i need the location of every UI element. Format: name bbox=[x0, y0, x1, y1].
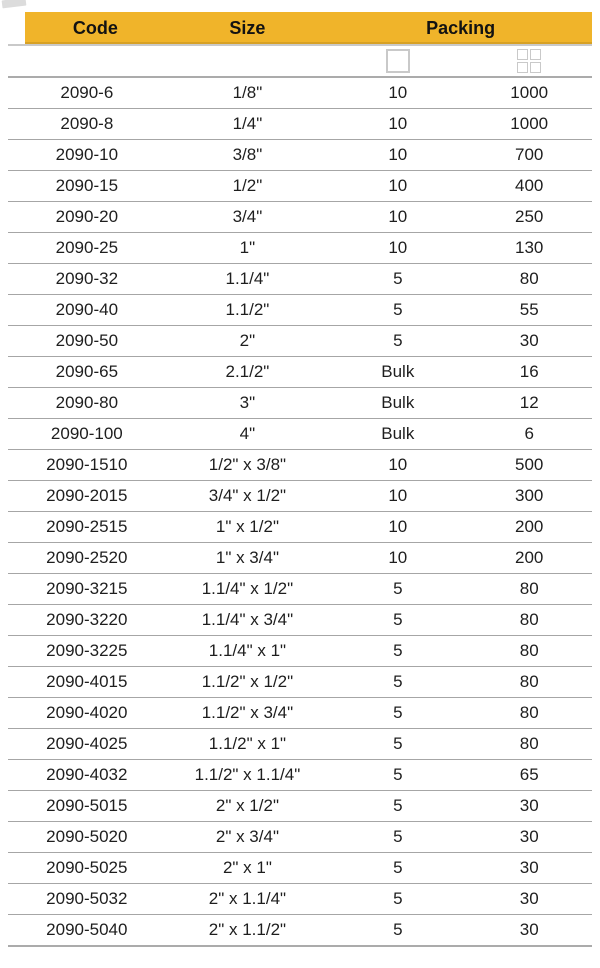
inner-pack-qty-cell: 5 bbox=[393, 331, 403, 350]
code-cell: 2090-3220 bbox=[46, 610, 128, 629]
code-cell: 2090-6 bbox=[60, 83, 114, 102]
carton-qty-cell: 12 bbox=[519, 393, 539, 412]
carton-qty-cell: 500 bbox=[515, 455, 544, 474]
size-cell: 3/8" bbox=[232, 145, 263, 164]
table-row bbox=[8, 791, 592, 822]
inner-pack-qty-cell: 5 bbox=[393, 672, 403, 691]
inner-pack-qty-cell: 10 bbox=[388, 176, 408, 195]
code-cell: 2090-3225 bbox=[46, 641, 128, 660]
table-row bbox=[8, 357, 592, 388]
carton-qty-cell: 65 bbox=[519, 765, 539, 784]
table-row bbox=[8, 171, 592, 202]
size-cell: 1.1/2" x 1.1/4" bbox=[194, 765, 301, 784]
size-cell: 1" x 3/4" bbox=[215, 548, 279, 567]
code-cell: 2090-32 bbox=[55, 269, 119, 288]
table-row bbox=[8, 326, 592, 357]
table-row bbox=[8, 481, 592, 512]
carton-qty-cell: 80 bbox=[519, 610, 539, 629]
size-cell: 1/2" x 3/8" bbox=[208, 455, 287, 474]
code-cell: 2090-5040 bbox=[46, 920, 128, 939]
code-cell: 2090-40 bbox=[55, 300, 119, 319]
code-cell: 2090-15 bbox=[55, 176, 119, 195]
size-cell: 1" bbox=[239, 238, 256, 257]
carton-qty-cell: 130 bbox=[515, 238, 544, 257]
code-cell: 2090-65 bbox=[55, 362, 119, 381]
code-cell: 2090-2015 bbox=[46, 486, 128, 505]
size-cell: 2" x 1.1/4" bbox=[208, 889, 287, 908]
carton-qty-cell: 30 bbox=[519, 858, 539, 877]
code-cell: 2090-2520 bbox=[46, 548, 128, 567]
carton-qty-cell: 30 bbox=[519, 889, 539, 908]
table-row bbox=[8, 884, 592, 915]
code-cell: 2090-10 bbox=[55, 145, 119, 164]
inner-pack-qty-cell: 5 bbox=[393, 920, 403, 939]
code-cell: 2090-5025 bbox=[46, 858, 128, 877]
inner-pack-qty-cell: 5 bbox=[393, 765, 403, 784]
carton-qty-cell: 6 bbox=[524, 424, 534, 443]
table-body bbox=[8, 78, 592, 947]
carton-grid-icon bbox=[517, 49, 541, 73]
carton-qty-cell: 250 bbox=[515, 207, 544, 226]
table-row bbox=[8, 729, 592, 760]
inner-pack-qty-cell: 5 bbox=[393, 703, 403, 722]
table-row bbox=[8, 822, 592, 853]
table-row bbox=[8, 512, 592, 543]
inner-pack-qty-cell: 10 bbox=[388, 114, 408, 133]
carton-qty-cell: 80 bbox=[519, 734, 539, 753]
inner-pack-qty-cell: 5 bbox=[393, 610, 403, 629]
table-row bbox=[8, 202, 592, 233]
inner-pack-qty-cell: Bulk bbox=[381, 393, 415, 412]
code-cell: 2090-5015 bbox=[46, 796, 128, 815]
table-row bbox=[8, 543, 592, 574]
size-cell: 1.1/2" bbox=[225, 300, 270, 319]
table-row bbox=[8, 667, 592, 698]
size-cell: 1.1/4" bbox=[225, 269, 270, 288]
carton-qty-cell: 1000 bbox=[510, 114, 549, 133]
size-cell: 1.1/4" x 1/2" bbox=[201, 579, 294, 598]
table-row bbox=[8, 140, 592, 171]
inner-pack-qty-cell: 5 bbox=[393, 889, 403, 908]
table-row bbox=[8, 78, 592, 109]
inner-pack-qty-cell: 10 bbox=[388, 486, 408, 505]
carton-qty-cell: 700 bbox=[515, 145, 544, 164]
table-row bbox=[8, 605, 592, 636]
carton-qty-cell: 1000 bbox=[510, 83, 549, 102]
code-cell: 2090-3215 bbox=[46, 579, 128, 598]
size-cell: 1.1/4" x 1" bbox=[208, 641, 287, 660]
table-row bbox=[8, 698, 592, 729]
inner-pack-qty-cell: 10 bbox=[388, 548, 408, 567]
carton-qty-cell: 80 bbox=[519, 641, 539, 660]
code-cell: 2090-1510 bbox=[46, 455, 128, 474]
code-cell: 2090-4015 bbox=[46, 672, 128, 691]
column-header-packing: Packing bbox=[329, 12, 592, 44]
size-cell: 2" bbox=[239, 331, 256, 350]
size-cell: 2" x 1.1/2" bbox=[208, 920, 287, 939]
size-cell: 1" x 1/2" bbox=[215, 517, 279, 536]
inner-pack-qty-cell: 10 bbox=[388, 517, 408, 536]
code-cell: 2090-80 bbox=[55, 393, 119, 412]
size-cell: 1.1/4" x 3/4" bbox=[201, 610, 294, 629]
table-row bbox=[8, 295, 592, 326]
size-cell: 2" x 1/2" bbox=[215, 796, 279, 815]
packing-table bbox=[8, 12, 592, 947]
inner-pack-qty-cell: 10 bbox=[388, 455, 408, 474]
carton-qty-cell: 200 bbox=[515, 517, 544, 536]
box-icon bbox=[386, 49, 410, 73]
icon-row-empty-code-cell bbox=[8, 46, 166, 76]
inner-pack-qty-cell: Bulk bbox=[381, 424, 415, 443]
inner-pack-qty-cell: 10 bbox=[388, 238, 408, 257]
table-row bbox=[8, 574, 592, 605]
table-row bbox=[8, 264, 592, 295]
size-cell: 1/8" bbox=[232, 83, 263, 102]
carton-qty-cell: 30 bbox=[519, 796, 539, 815]
table-row bbox=[8, 233, 592, 264]
carton-icon-cell bbox=[466, 46, 592, 76]
table-header-row bbox=[8, 12, 592, 44]
size-cell: 1.1/2" x 1" bbox=[208, 734, 287, 753]
size-cell: 2" x 3/4" bbox=[215, 827, 279, 846]
icon-row-empty-size-cell bbox=[166, 46, 330, 76]
packing-unit-icon-row bbox=[8, 46, 592, 78]
carton-qty-cell: 55 bbox=[519, 300, 539, 319]
table-row bbox=[8, 636, 592, 667]
carton-qty-cell: 200 bbox=[515, 548, 544, 567]
inner-pack-qty-cell: 5 bbox=[393, 858, 403, 877]
size-cell: 4" bbox=[239, 424, 256, 443]
carton-qty-cell: 80 bbox=[519, 672, 539, 691]
carton-qty-cell: 80 bbox=[519, 269, 539, 288]
inner-pack-qty-cell: 10 bbox=[388, 207, 408, 226]
code-cell: 2090-4032 bbox=[46, 765, 128, 784]
inner-pack-qty-cell: 10 bbox=[388, 145, 408, 164]
inner-pack-qty-cell: Bulk bbox=[381, 362, 415, 381]
inner-pack-icon-cell bbox=[329, 46, 466, 76]
size-cell: 1.1/2" x 3/4" bbox=[201, 703, 294, 722]
carton-qty-cell: 80 bbox=[519, 703, 539, 722]
size-cell: 3/4" x 1/2" bbox=[208, 486, 287, 505]
code-cell: 2090-100 bbox=[50, 424, 123, 443]
inner-pack-qty-cell: 5 bbox=[393, 300, 403, 319]
carton-qty-cell: 400 bbox=[515, 176, 544, 195]
size-cell: 1/2" bbox=[232, 176, 263, 195]
carton-qty-cell: 30 bbox=[519, 920, 539, 939]
code-cell: 2090-25 bbox=[55, 238, 119, 257]
code-cell: 2090-20 bbox=[55, 207, 119, 226]
size-cell: 3/4" bbox=[232, 207, 263, 226]
carton-qty-cell: 300 bbox=[515, 486, 544, 505]
inner-pack-qty-cell: 5 bbox=[393, 827, 403, 846]
size-cell: 2.1/2" bbox=[225, 362, 270, 381]
code-cell: 2090-2515 bbox=[46, 517, 128, 536]
carton-qty-cell: 80 bbox=[519, 579, 539, 598]
inner-pack-qty-cell: 5 bbox=[393, 579, 403, 598]
table-row bbox=[8, 760, 592, 791]
table-row bbox=[8, 109, 592, 140]
size-cell: 3" bbox=[239, 393, 256, 412]
column-header-code: Code bbox=[25, 12, 166, 44]
code-cell: 2090-4020 bbox=[46, 703, 128, 722]
code-cell: 2090-8 bbox=[60, 114, 114, 133]
inner-pack-qty-cell: 5 bbox=[393, 734, 403, 753]
table-row bbox=[8, 450, 592, 481]
carton-qty-cell: 30 bbox=[519, 331, 539, 350]
carton-qty-cell: 30 bbox=[519, 827, 539, 846]
code-cell: 2090-5032 bbox=[46, 889, 128, 908]
size-cell: 1.1/2" x 1/2" bbox=[201, 672, 294, 691]
column-header-size: Size bbox=[166, 12, 330, 44]
inner-pack-qty-cell: 5 bbox=[393, 796, 403, 815]
code-cell: 2090-50 bbox=[55, 331, 119, 350]
code-cell: 2090-5020 bbox=[46, 827, 128, 846]
carton-qty-cell: 16 bbox=[519, 362, 539, 381]
table-row bbox=[8, 853, 592, 884]
size-cell: 2" x 1" bbox=[222, 858, 272, 877]
scan-artifact bbox=[2, 0, 27, 8]
header-left-notch bbox=[8, 12, 25, 44]
table-row bbox=[8, 419, 592, 450]
code-cell: 2090-4025 bbox=[46, 734, 128, 753]
table-row bbox=[8, 915, 592, 947]
inner-pack-qty-cell: 5 bbox=[393, 641, 403, 660]
inner-pack-qty-cell: 10 bbox=[388, 83, 408, 102]
table-row bbox=[8, 388, 592, 419]
size-cell: 1/4" bbox=[232, 114, 263, 133]
inner-pack-qty-cell: 5 bbox=[393, 269, 403, 288]
